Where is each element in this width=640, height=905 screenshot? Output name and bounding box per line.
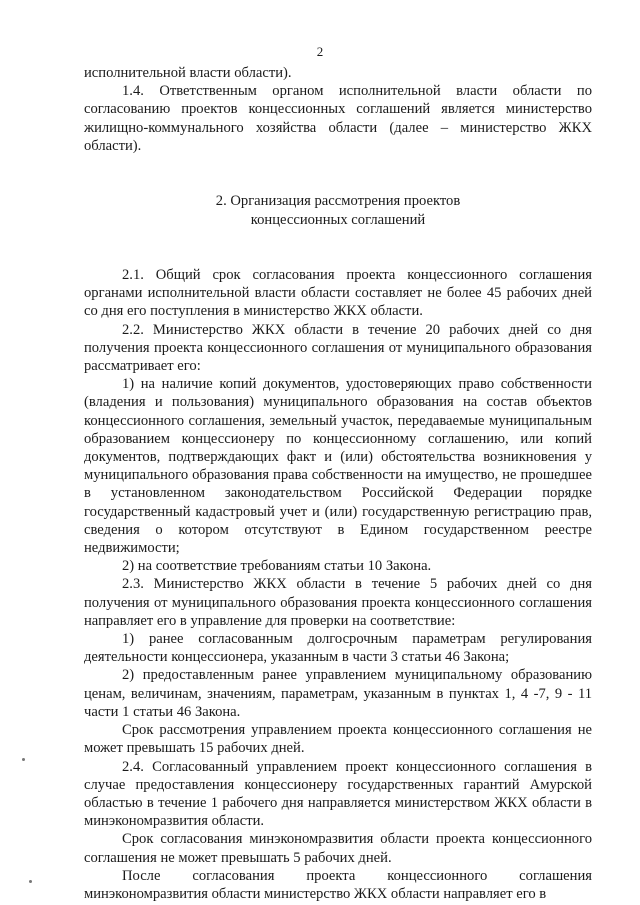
page-number: 2: [316, 44, 324, 59]
scan-speck: [29, 880, 32, 883]
paragraph-after-approval: После согласования проекта концессионного соглашения минэкономразвития области министерство ЖКХ области направляет его в: [84, 867, 592, 902]
section-heading-line-2: концессионных соглашений: [250, 211, 426, 228]
paragraph-approval-term: Срок согласования минэкономразвития области проекта концессионного соглашения не может превышать 5 рабочих дней.: [84, 831, 592, 866]
paragraph-2-3: 2.3. Министерство ЖКХ области в течение 5 рабочих дней со дня получения от муниципального образования проекта концессионного соглашения направляет его в управление для проверки на соответствие:: [84, 576, 592, 629]
paragraph-2-2-item-2: 2) на соответствие требованиям статьи 10 Закона.: [122, 558, 432, 575]
paragraph-2-2: 2.2. Министерство ЖКХ области в течение 20 рабочих дней со дня получения проекта концессионного соглашения от муниципального образования рассматривает его:: [84, 321, 592, 375]
paragraph-review-term: Срок рассмотрения управлением проекта концессионного соглашения не может превышать 15 рабочих дней.: [84, 722, 592, 757]
section-heading-line-1: 2. Организация рассмотрения проектов: [215, 193, 461, 210]
paragraph-2-4: 2.4. Согласованный управлением проект концессионного соглашения в случае предоставления концессионеру государственных гарантий Амурской областью в течение 1 рабочего дня направляется министерством ЖКХ области в минэкономразвития области.: [84, 758, 592, 830]
document-body: [84, 64, 592, 903]
section-heading: [84, 192, 592, 229]
paragraph-1-4: 1.4. Ответственным органом исполнительной власти области по согласованию проектов концессионных соглашений является министерство жилищно-коммунального хозяйства области (далее – министерство ЖКХ области).: [84, 83, 592, 154]
paragraph-2-3-item-1: 1) ранее согласованным долгосрочным параметрам регулирования деятельности концессионера, указанным в части 3 статьи 46 Закона;: [84, 631, 592, 666]
paragraph-2-3-item-2: 2) предоставленным ранее управлением муниципальному образованию ценам, величинам, значениям, параметрам, указанным в пунктах 1, 4 -7, 9 - 11 части 1 статьи 46 Закона.: [84, 667, 592, 720]
paragraph-2-1: 2.1. Общий срок согласования проекта концессионного соглашения органами исполнительной власти области составляет не более 45 рабочих дней со дня его поступления в министерство ЖКХ области.: [84, 267, 592, 320]
paragraph-2-2-item-1: 1) на наличие копий документов, удостоверяющих право собственности (владения и пользования) муниципального образования на состав объектов концессионного соглашения, земельный участок, передаваемые муниципальным образованием концессионеру по концессионному соглашению, или копий документов, подтверждающих факт и (или) обстоятельства возникновения у муниципального образования права собственности на имущество, не прошедшее в установленном законодательством Российской Федерации порядке государственный кадастровый учет и (или) государственную регистрацию прав, сведения о котором отсутствуют в Едином государственном реестре недвижимости;: [84, 376, 592, 557]
scan-speck: [22, 758, 25, 761]
paragraph-continuation: исполнительной власти области).: [84, 65, 292, 81]
